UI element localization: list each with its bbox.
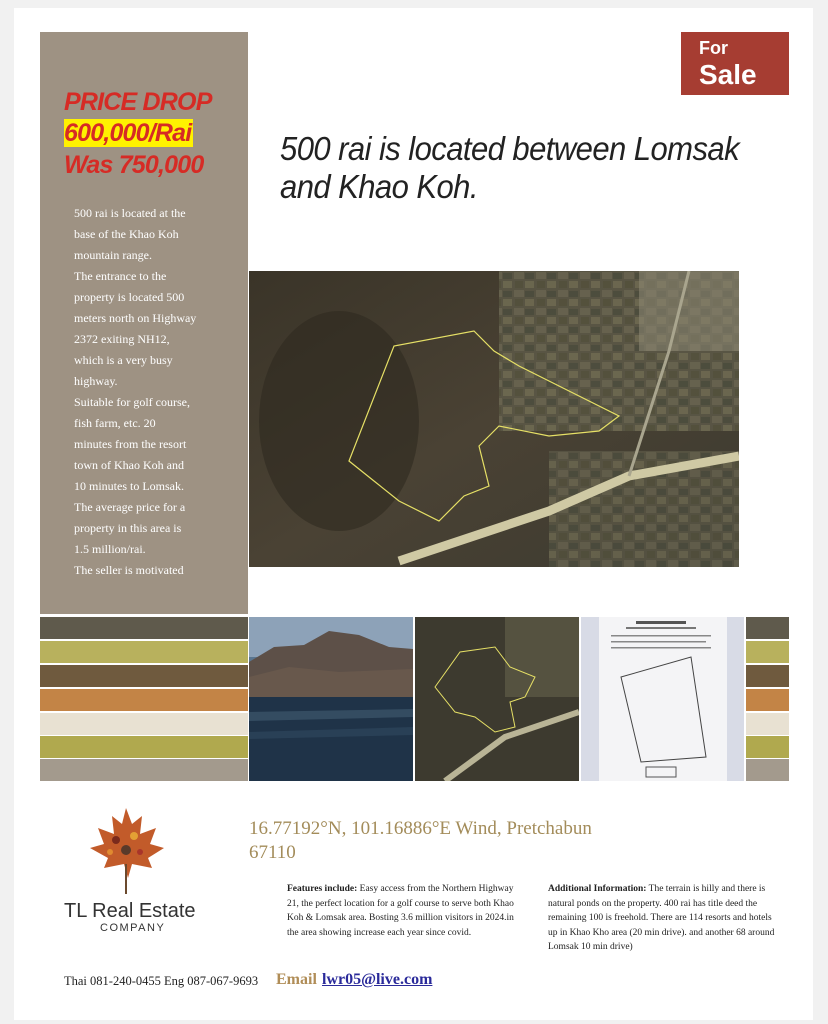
email-label: Email — [276, 971, 317, 988]
maple-leaf-icon — [86, 806, 166, 896]
features-label: Features include: — [287, 884, 358, 894]
title-deed-photo — [581, 617, 744, 781]
description-line: minutes from the resort — [74, 437, 187, 451]
description-line: mountain range. — [74, 248, 152, 262]
description-line: The average price for a — [74, 500, 186, 514]
maple-leaf-graphic — [86, 806, 166, 896]
description-line: property is located 500 — [74, 290, 185, 304]
description-line: 10 minutes to Lomsak. — [74, 479, 184, 493]
description-line: The seller is motivated — [74, 563, 184, 577]
title-deed-image — [581, 617, 744, 781]
location-coordinates — [249, 817, 669, 865]
satellite-map-image — [249, 271, 739, 567]
for-sale-badge — [681, 32, 789, 95]
headline-line-2: and Khao Koh. — [280, 168, 478, 205]
description-line: property in this area is — [74, 521, 182, 535]
color-stripe — [746, 665, 789, 687]
color-stripe — [746, 641, 789, 663]
company-sub: COMPANY — [100, 922, 166, 934]
mountain-photo-image — [249, 617, 413, 781]
additional-label: Additional Information: — [548, 884, 647, 894]
description-line: 2372 exiting NH12, — [74, 332, 170, 346]
description-line: fish farm, etc. 20 — [74, 416, 156, 430]
color-stripe — [40, 641, 248, 663]
description-line: 1.5 million/rai. — [74, 542, 146, 556]
description-line: base of the Khao Koh — [74, 227, 179, 241]
description-line: 500 rai is located at the — [74, 206, 186, 220]
description-line: Suitable for golf course, — [74, 395, 190, 409]
old-price: Was 750,000 — [64, 151, 204, 179]
features-text: Easy access from the Northern Highway 21, the perfect location for a golf course to serve both Khao Koh & Lomsak area. Bosting 3.6 million visitors in 2024.in the area showing increase each year since covid. — [287, 884, 514, 938]
description-line: meters north on Highway — [74, 311, 197, 325]
color-stripe — [746, 736, 789, 758]
satellite-thumbnail — [415, 617, 579, 781]
description-line: which is a very busy — [74, 353, 173, 367]
new-price — [64, 119, 254, 148]
satellite-map — [249, 271, 739, 567]
color-stripe — [40, 689, 248, 711]
badge-for: For — [699, 38, 728, 58]
description-line: The entrance to the — [74, 269, 167, 283]
color-stripe — [40, 713, 248, 735]
property-description — [74, 203, 224, 581]
color-stripe — [40, 617, 248, 639]
price-drop-label: PRICE DROP — [64, 88, 212, 116]
coords-line-1: 16.77192°N, 101.16886°E Wind, Pretchabun — [249, 818, 592, 839]
color-stripe — [746, 689, 789, 711]
color-stripe — [746, 713, 789, 735]
description-line: town of Khao Koh and — [74, 458, 184, 472]
badge-sale: Sale — [699, 59, 757, 90]
email-link[interactable]: lwr05@live.com — [322, 971, 433, 988]
mountain-photo — [249, 617, 413, 781]
features-block — [287, 882, 515, 940]
new-price-text: 600,000/Rai — [64, 119, 192, 147]
color-stripe — [40, 736, 248, 758]
description-line: highway. — [74, 374, 118, 388]
phone-numbers: Thai 081-240-0455 Eng 087-067-9693 — [64, 974, 259, 988]
additional-info-block — [548, 882, 778, 955]
color-stripe — [746, 759, 789, 781]
headline-line-1: 500 rai is located between Lomsak — [280, 130, 740, 167]
additional-text: The terrain is hilly and there is natural ponds on the property. 400 rai has title deed the remaining 100 is freehold. There are 114 resorts and hotels up in Khao Kho area (20 min drive). and another 68 around Lomsak 10 min drive) — [548, 884, 775, 952]
satellite-thumbnail-image — [415, 617, 579, 781]
color-stripe — [40, 759, 248, 781]
color-stripe — [40, 665, 248, 687]
company-name: TL Real Estate — [64, 900, 196, 922]
coords-line-2: 67110 — [249, 842, 296, 863]
color-stripe — [746, 617, 789, 639]
headline — [280, 130, 750, 206]
